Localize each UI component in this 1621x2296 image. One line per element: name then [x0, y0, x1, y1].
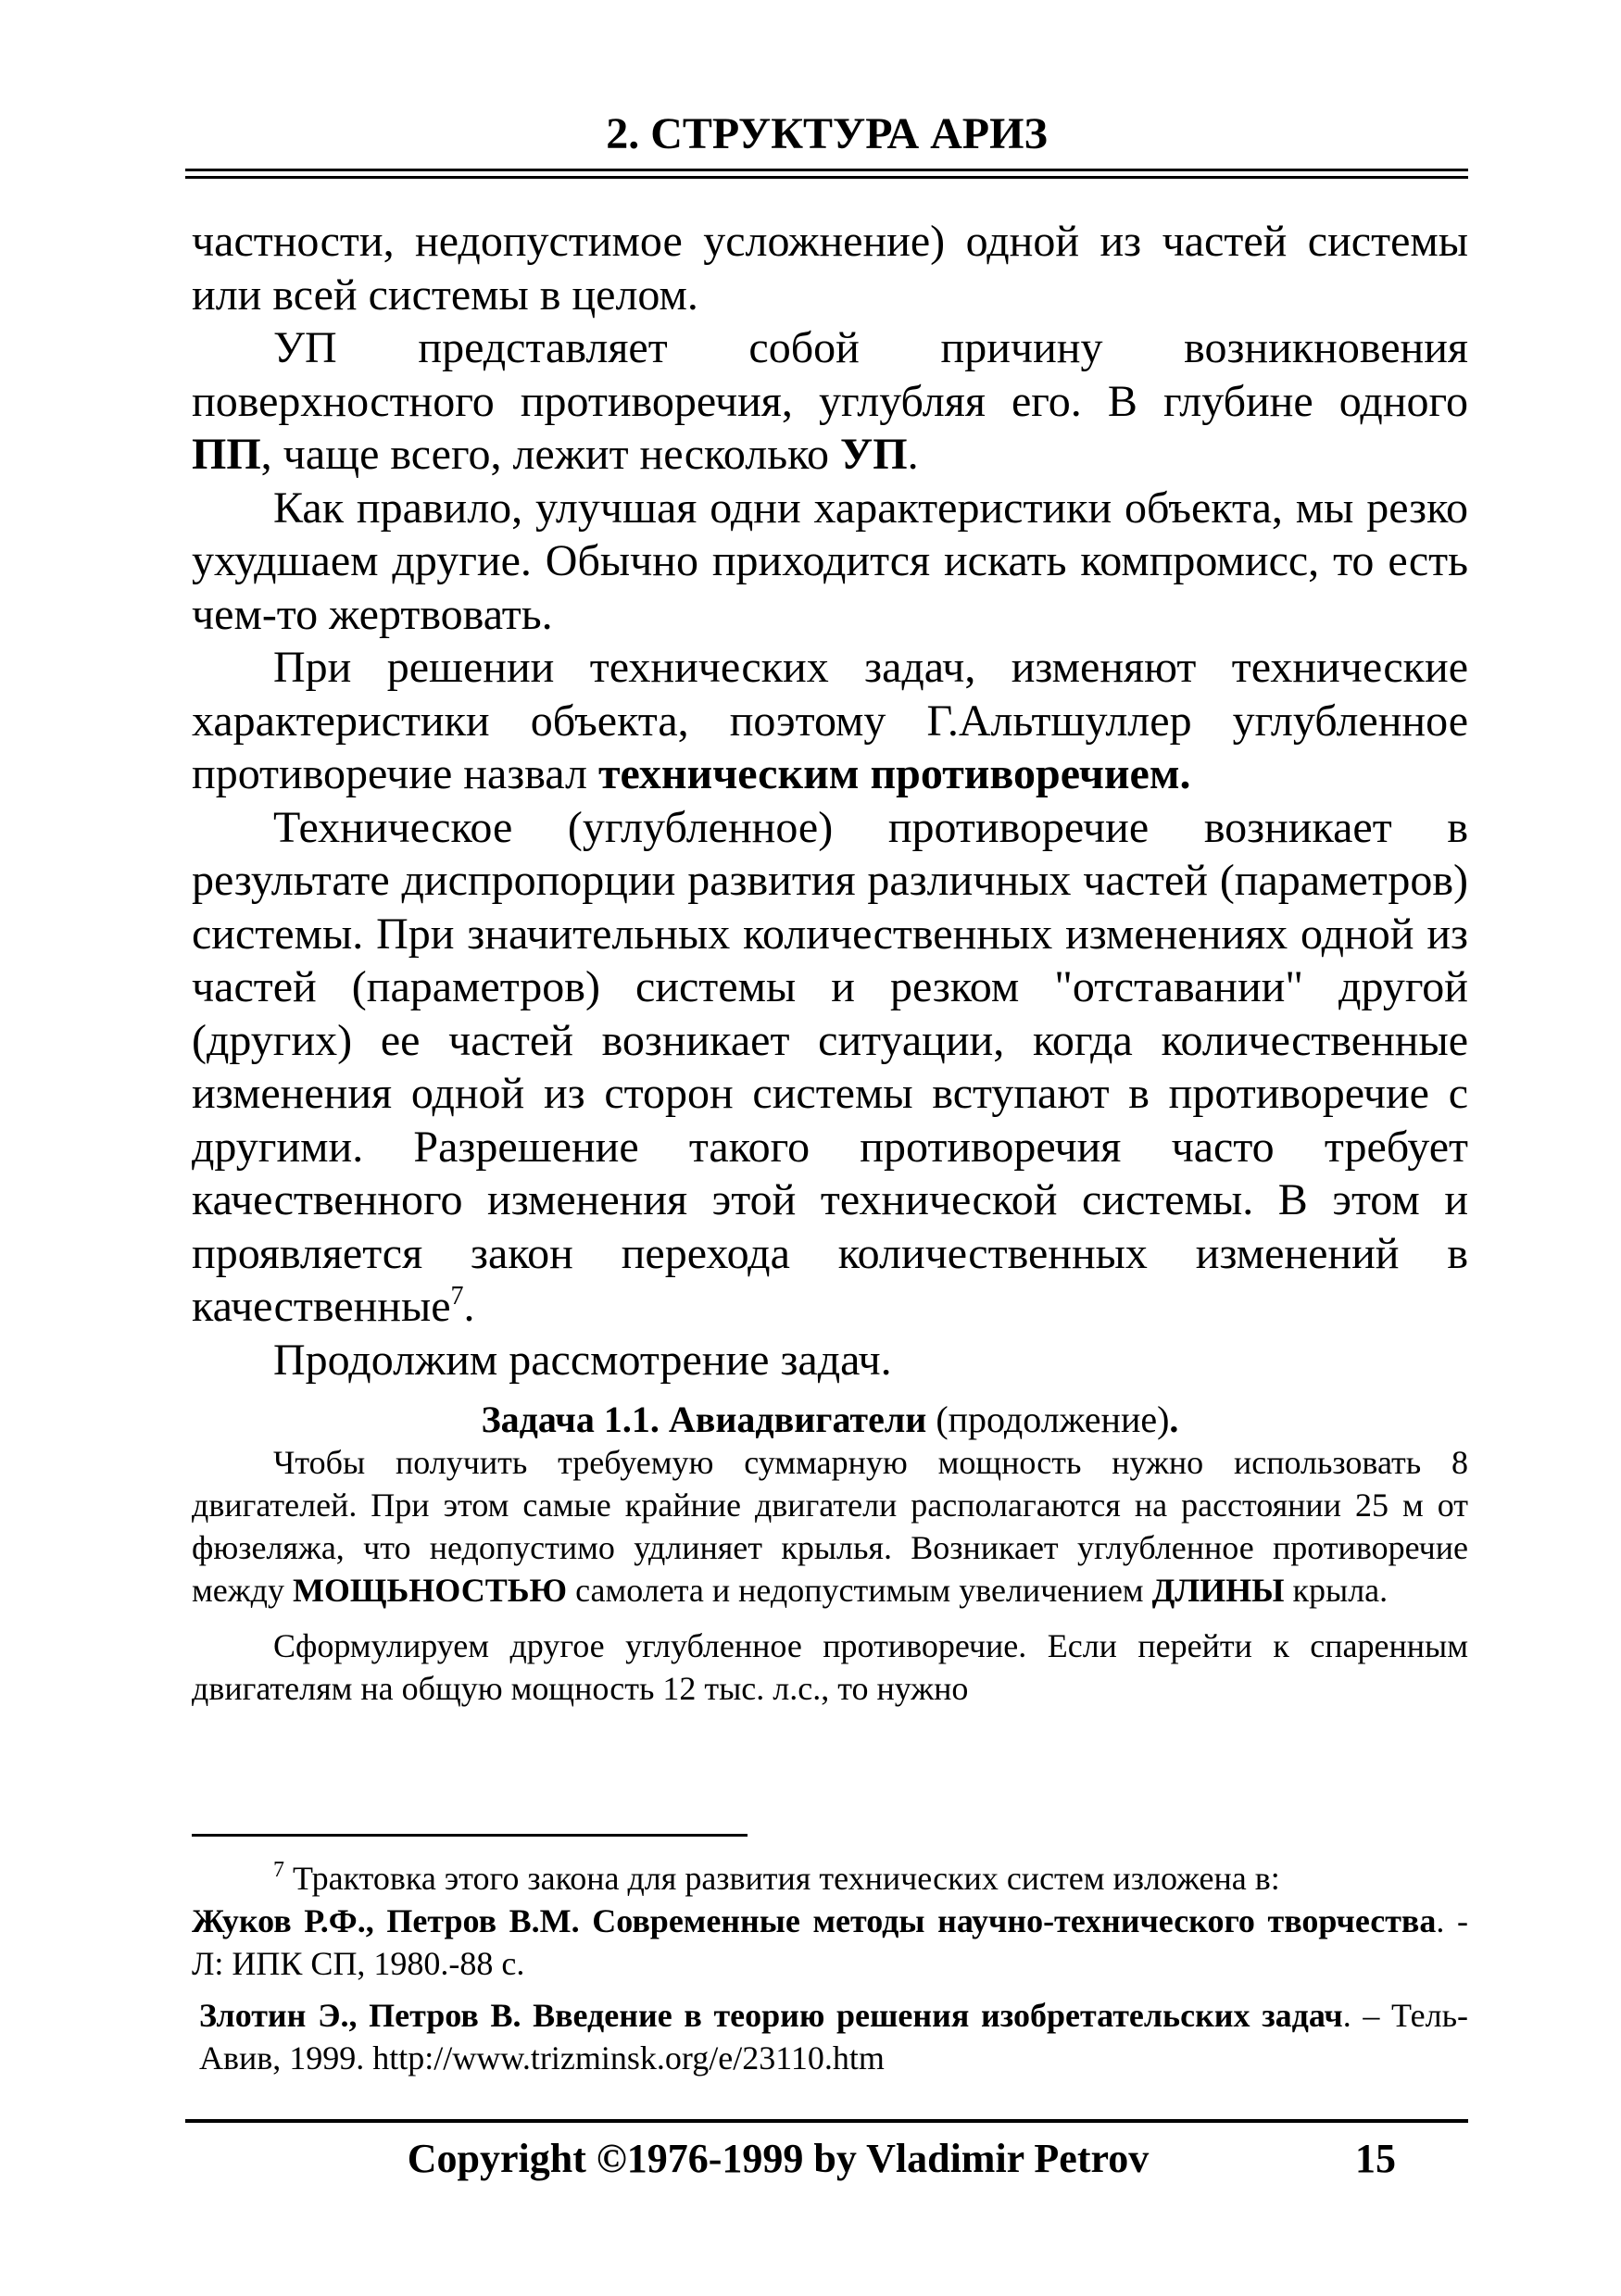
main-text: [192, 215, 1468, 1386]
header-rule-bottom: [185, 176, 1468, 179]
footer-rule: [185, 2119, 1468, 2123]
reference-url: . – Тель-Авив, 1999. http://www.trizminsk.org/e/23110.htm: [199, 1997, 1469, 2076]
section-header: 2. СТРУКТУРА АРИЗ: [606, 109, 1048, 158]
footnote-number: 7: [273, 1858, 284, 1882]
page-footer: [185, 2127, 1468, 2191]
page-number: 15: [1355, 2136, 1396, 2181]
copyright-notice: Copyright ©1976-1999 by Vladimir Petrov: [407, 2136, 1150, 2181]
paragraph-1: частности, недопустимое усложнение) одной из частей системы или всей системы в целом.: [192, 217, 1468, 320]
term-up: УП: [840, 430, 908, 479]
footnote-reference-2: Злотин Э., Петров В. Введение в теорию решения изобретательских задач. – Тель-Авив, 1999. http://www.trizminsk.org/e/23110.htm: [199, 1997, 1469, 2076]
footnote-ref-7[interactable]: 7: [450, 1282, 464, 1311]
term-technical-contradiction: техническим противоречием.: [597, 749, 1191, 798]
task-paragraph-2: Сформулируем другое углубленное противоречие. Если перейти к спаренным двигателям на общую мощность 12 тыс. л.с., то нужно: [192, 1627, 1468, 1707]
footnote-7: $^7$ Трактовка этого закона для развития технических систем изложена в:: [273, 1858, 1280, 1897]
task-section: [192, 1399, 1468, 1710]
term-pp: ПП: [192, 430, 261, 479]
paragraph-5: Техническое (углубленное) противоречие возникает в результате диспропорции развития различных частей (параметров) системы. При значительных количественных изменениях одной из частей (параметров) системы и резком "отставании" другой (других) ее частей возникает ситуации, когда количественные изменения одной из сторон системы вступают в противоречие с другими. Разрешение такого противоречия часто требует качественного изменения этой технической системы. В этом и проявляется закон перехода количественных изменений в качественные$^7$.: [192, 802, 1468, 1331]
paragraph-6: Продолжим рассмотрение задач.: [273, 1335, 892, 1385]
paragraph-3: Как правило, улучшая одни характеристики объекта, мы резко ухудшаем другие. Обычно приходится искать компромисс, то есть чем-то жертвовать.: [192, 483, 1468, 639]
task-paragraph-1: Чтобы получить требуемую суммарную мощность нужно использовать 8 двигателей. При этом самые крайние двигатели располагаются на расстоянии 25 м от фюзеляжа, что недопустимо удлиняет крылья. Возникает углубленное противоречие между МОЩЬНОСТЬЮ самолета и недопустимым увеличением ДЛИНЫ крыла.: [192, 1444, 1468, 1609]
footnote-separator: [192, 1834, 748, 1837]
footnote-reference-1: Жуков Р.Ф., Петров В.М. Современные методы научно-технического творчества. - Л: ИПК СП, 1980.-88 с.: [192, 1902, 1468, 1982]
footnotes: [192, 1857, 1468, 2079]
term-power: МОЩЬНОСТЬЮ: [292, 1572, 568, 1609]
task-title: Задача 1.1. Авиадвигатели (продолжение).: [481, 1399, 1179, 1440]
paragraph-2: УП представляет собой причину возникновения поверхностного противоречия, углубляя его. В глубине одного ПП, чаще всего, лежит несколько УП.: [192, 323, 1468, 479]
term-length: ДЛИНЫ: [1151, 1572, 1285, 1609]
paragraph-4: При решении технических задач, изменяют технические характеристики объекта, поэтому Г.Альтшуллер углубленное противоречие назвал техническим противоречием.: [192, 643, 1468, 798]
header-rule-top: [185, 169, 1468, 171]
